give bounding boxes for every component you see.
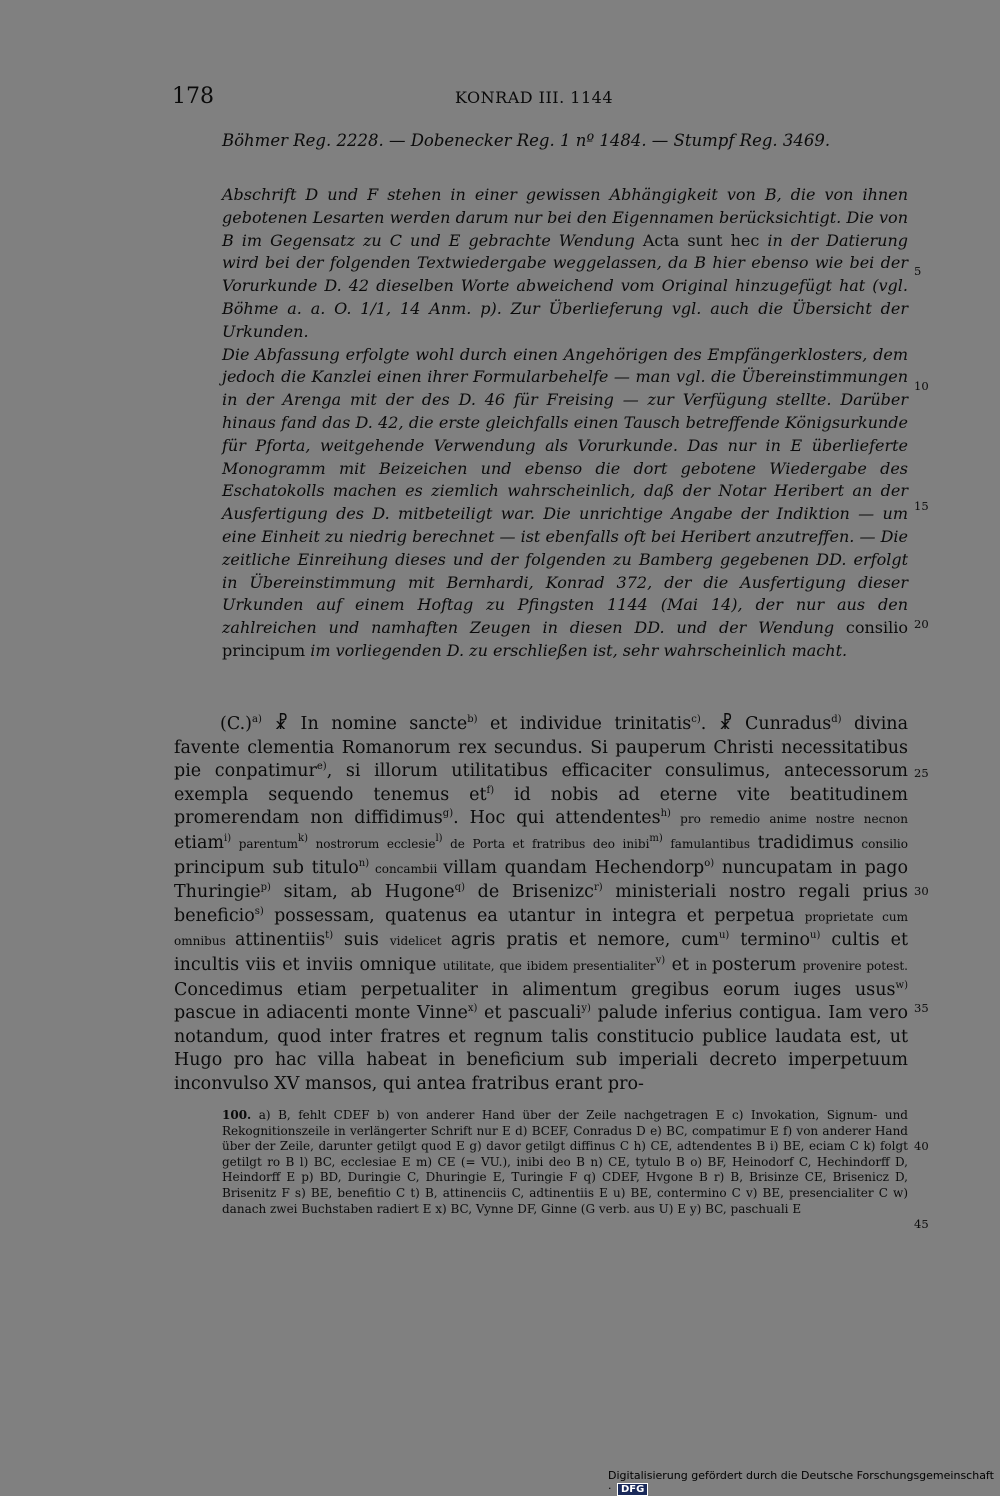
note-marker: q) — [454, 882, 465, 894]
critical-apparatus — [222, 1108, 908, 1217]
vorurkunde-text: proprietate cum omnibus — [174, 909, 908, 949]
charter-text: principum sub titulo — [174, 857, 359, 878]
charter-text: villam quandam Hechendorp — [443, 857, 705, 878]
running-head: KONRAD III. 1144 — [455, 88, 614, 107]
margin-number: 35 — [914, 1001, 929, 1015]
intro-paragraph-1 — [222, 184, 908, 344]
vorurkunde-text: famulantibus — [662, 836, 758, 851]
note-marker: v) — [655, 955, 666, 967]
charter-text: palude inferius contigua. Iam vero notandum, quod inter fratres et regnum talis constitucio publice laudata est, ut Hugo pro hac villa habeat in beneficium sub imperiali decreto imperpetuum inconvulso XV mansos, qui antea fratribus erant pro- — [174, 1003, 908, 1094]
charter-text: de Brisenizc — [464, 882, 594, 903]
note-marker: w) — [895, 979, 908, 991]
note-marker: o) — [704, 857, 715, 869]
margin-number: 25 — [914, 766, 929, 780]
charter-text: termino — [729, 930, 811, 951]
vorurkunde-text: parentum — [231, 836, 299, 851]
footnote-block — [222, 1108, 908, 1217]
charter-paragraph — [174, 713, 908, 1097]
intro-text: Abschrift D und F stehen in einer gewissen Abhängigkeit von B, die von ihnen gebotenen Lesarten werden darum nur bei den Eigennamen berücksichtigt. Die von B im Gegensatz zu C und E gebrachte Wendung — [222, 185, 908, 250]
document-number: 100. — [222, 1108, 252, 1122]
note-marker: u) — [718, 930, 730, 942]
intro-quote: Acta sunt hec — [642, 230, 760, 250]
charter-text: agris pratis et nemore, cum — [450, 930, 719, 951]
charter-text: et individue trinitatis — [477, 714, 692, 734]
intro-paragraph-2 — [222, 344, 908, 663]
charter-text: divina favente clementia Romanorum rex secundus. Si pauperum Christi necessitatibus pie conpatimur — [174, 714, 908, 782]
charter-text: , si illorum utilitatibus efficaciter consulimus, antecessorum exempla sequendo tenemus et — [174, 761, 908, 805]
footnote-text: a) B, fehlt CDEF b) von anderer Hand über der Zeile nachgetragen E c) Invokation, Signum- und Rekognitionszeile in verlängerter Schrift nur E d) BCEF, Conradus D e) BC, compatimur E f) von anderer Hand über der Zeile, darunter getilgt quod E g) davor getilgt diffinus C h) CE, adtendentes B i) BE, eciam C k) folgt getilgt ro B l) BC, ecclesiae E m) CE (= VU.), inibi deo B n) CE, tytulo B o) BF, Heinodorf C, Hechindorff D, Heindorff E p) BD, Duringie C, Dhuringie E, Turingie F q) CDEF, Hvgone B r) B, Brisinze CE, Brisenicz D, Brisenitz F s) BE, benefitio C t) B, attinenciis C, adtinentiis E u) BE, contermino C v) BE, presencialiter C w) danach zwei Buchstaben radiert E x) BC, Vynne DF, Ginne (G verb. aus U) E y) BC, paschuali E — [222, 1108, 908, 1216]
note-marker: l) — [435, 833, 443, 845]
intro-text: im vorliegenden D. zu erschließen ist, sehr wahrscheinlich macht. — [305, 640, 848, 660]
note-marker: g) — [442, 808, 454, 820]
charter-text: cultis et incultis viis et inviis omnique — [174, 930, 908, 975]
note-marker: m) — [649, 833, 663, 845]
margin-number: 45 — [914, 1217, 929, 1231]
charter-text: pascue in adiacenti monte Vinne — [174, 1003, 468, 1024]
charter-text: ministeriali nostro regali prius beneficio — [174, 882, 909, 926]
intro-quote: consilio principum — [222, 618, 908, 660]
charter-text: Concedimus etiam perpetualiter in alimentum gregibus eorum iuges usus — [174, 979, 896, 1000]
page-number: 178 — [172, 84, 214, 109]
charter-text: . ☧ Cunradus — [700, 714, 832, 734]
note-marker: p) — [260, 882, 271, 894]
charter-text: (C.) — [220, 714, 252, 734]
note-marker: a) — [251, 714, 262, 726]
note-marker: i) — [224, 833, 232, 845]
note-marker: e) — [316, 761, 327, 773]
margin-number: 40 — [914, 1139, 929, 1153]
note-marker: y) — [581, 1003, 591, 1015]
charter-text: possessam, quatenus ea utantur in integra et perpetua — [263, 905, 805, 926]
note-marker: k) — [298, 833, 308, 845]
vorurkunde-text: pro remedio anime nostre necnon — [670, 812, 909, 827]
note-marker: t) — [325, 930, 334, 942]
note-marker: x) — [467, 1003, 478, 1015]
margin-number: 10 — [914, 379, 929, 393]
document-text — [174, 713, 908, 1097]
note-marker: c) — [691, 714, 701, 726]
intro-text: in der Datierung wird bei der folgenden Textwiedergabe weggelassen, da B hier ebenso wie bei der Vorurkunde D. 42 dieselben Worte abweichend vom Original hinzugefügt hat (vgl. Böhme a. a. O. 1/1, 14 Anm. p). Zur Überlieferung vgl. auch die Übersicht der Urkunden. — [222, 230, 909, 341]
margin-number: 30 — [914, 884, 929, 898]
vorurkunde-text: nostrorum ecclesie — [308, 836, 436, 851]
dfg-logo: DFG — [617, 1483, 648, 1496]
vorurkunde-text: concambii — [369, 861, 444, 876]
note-marker: s) — [254, 905, 264, 917]
charter-text: suis — [333, 930, 390, 951]
charter-text: etiam — [174, 832, 225, 853]
note-marker: d) — [831, 714, 842, 726]
register-line: Böhmer Reg. 2228. — Dobenecker Reg. 1 nº 1484. — Stumpf Reg. 3469. — [222, 131, 831, 150]
charter-text: tradidimus — [757, 832, 854, 853]
intro-text: Die Abfassung erfolgte wohl durch einen Angehörigen des Empfängerklosters, dem jedoch die Kanzlei einen ihrer Formularbehelfe — man vgl. die Übereinstimmungen in der Arenga mit der des D. 46 für Freising — zur Verfügung stellte. Darüber hinaus fand das D. 42, die erste gleichfalls einen Tausch betreffende Königsurkunde für Pforta, weitgehende Verwendung als Vorurkunde. Das nur in E überlieferte Monogramm mit Beizeichen und ebenso die dort gebotene Wiedergabe des Eschatokolls machen es ziemlich wahrscheinlich, daß der Notar Heribert an der Ausfertigung des D. mitbeteiligt war. Die unrichtige Angabe der Indiktion — um eine Einheit zu niedrig berechnet — ist ebenfalls oft bei Heribert anzutreffen. — Die zeitliche Einreihung dieses und der folgenden zu Bamberg gegebenen DD. erfolgt in Übereinstimmung mit Bernhardi, Konrad 372, der die Ausfertigung dieser Urkunden auf einem Hoftag zu Pfingsten 1144 (Mai 14), der nur aus den zahlreichen und namhaften Zeugen in diesen DD. und der Wendung — [222, 344, 908, 638]
credit-text: Digitalisierung gefördert durch die Deutsche Forschungsgemeinschaft · — [608, 1469, 994, 1495]
margin-number: 15 — [914, 499, 929, 513]
vorurkunde-text: utilitate, que ibidem presentialiter — [442, 958, 656, 973]
charter-text: et pascuali — [477, 1003, 582, 1024]
margin-number: 5 — [914, 264, 922, 278]
charter-text: attinentiis — [234, 930, 326, 951]
introduction — [222, 184, 908, 663]
vorurkunde-text: de Porta et fratribus deo inibi — [442, 836, 650, 851]
charter-text: id nobis ad eterne vite beatitudinem promerendam non diffidimus — [174, 784, 908, 829]
charter-text: sitam, ab Hugone — [270, 882, 455, 903]
vorurkunde-text: consilio — [853, 836, 908, 851]
note-marker: r) — [593, 882, 603, 894]
vorurkunde-text: provenire potest. — [802, 958, 908, 973]
charter-text: nuncupatam in pago Thuringie — [174, 857, 908, 903]
margin-number: 20 — [914, 617, 929, 631]
charter-text: . Hoc qui attendentes — [453, 808, 661, 829]
note-marker: f) — [486, 784, 495, 796]
charter-text: ☧ In nomine sancte — [261, 714, 468, 734]
note-marker: n) — [358, 857, 370, 869]
charter-text: et — [665, 954, 696, 975]
vorurkunde-text: in — [695, 958, 712, 973]
charter-text: posterum — [711, 954, 803, 975]
note-marker: u) — [810, 930, 821, 942]
vorurkunde-text: videlicet — [389, 934, 451, 949]
note-marker: h) — [660, 808, 671, 820]
note-marker: b) — [467, 714, 478, 726]
